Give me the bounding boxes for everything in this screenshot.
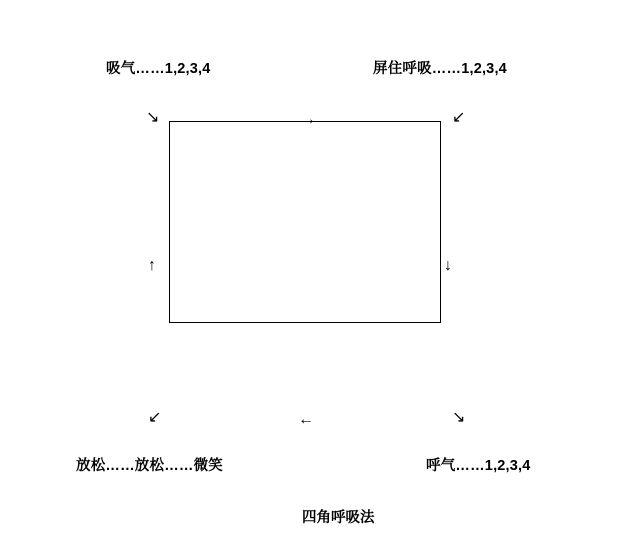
diagram-title: 四角呼吸法 [302,510,375,526]
label-relax: 放松……放松……微笑 [76,458,223,474]
arrow-down-right-icon: ↘ [146,109,160,126]
arrow-down-icon: ↓ [444,257,452,274]
arrow-down-left-out-icon: ↙ [148,409,162,426]
arrow-down-right-out-icon: ↘ [452,409,466,426]
arrow-down-left-icon: ↙ [452,109,466,126]
arrow-left-icon: ← [298,411,314,428]
arrow-up-icon: ↑ [148,257,156,274]
breathing-square [169,121,441,323]
label-exhale: 呼气……1,2,3,4 [426,458,531,474]
arrow-right-icon: → [300,111,316,128]
label-inhale: 吸气……1,2,3,4 [106,61,211,77]
label-hold-breath: 屏住呼吸……1,2,3,4 [373,61,507,77]
